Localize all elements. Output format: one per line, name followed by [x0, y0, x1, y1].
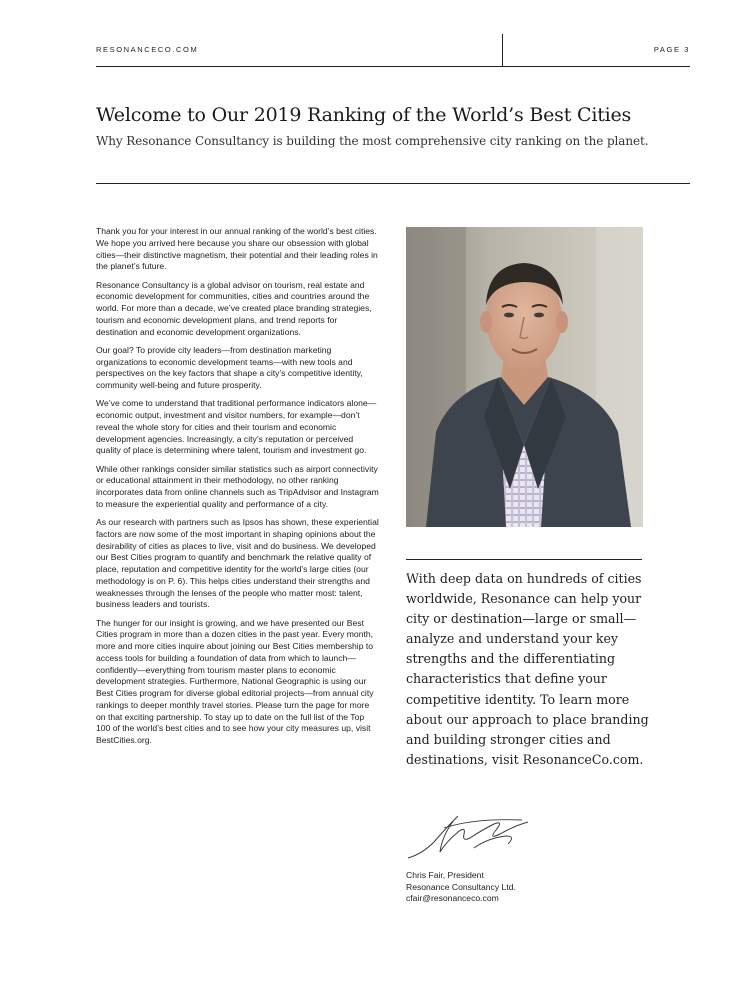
handwritten-signature: [404, 808, 536, 866]
pull-quote-line: strengths and the differentiating: [406, 651, 616, 667]
header-rule: [96, 66, 690, 67]
body-paragraph: Our goal? To provide city leaders—from destination marketing organizations to economic development teams—with new tools and perspectives on the key factors that shape a city’s competitive identity, community well-being and future prosperity.: [96, 344, 363, 390]
body-paragraph: The hunger for our insight is growing, and we have presented our Best Cities program in more than a dozen cities in the past year. Every month, more and more cities inquire about joining our Best Cities membership to access tools for building a foundation of data from which to launch—confidently—everything from tourism master plans to economic development strategies. Furthermore, National Geographic is using our Best Cities program for diverse global editorial projects—from annual city rankings to deeper monthly travel stories. Please turn the page for more on that exciting partnership. To stay up to date on the full list of the Top 100 of the world’s best cities and to see how your city measures up, visit BestCities.org.: [96, 617, 374, 745]
pull-quote-line: competitive identity. To learn more: [406, 691, 630, 707]
pull-quote-line: analyze and understand your key: [406, 631, 619, 647]
pull-quote-line: city or destination—large or small—: [406, 611, 637, 627]
signatory-email: cfair@resonanceco.com: [406, 893, 499, 903]
body-paragraph: Resonance Consultancy is a global advisor on tourism, real estate and economic development for communities, cities and countries around the world. For more than a decade, we’ve created place branding strategies, tourism and economic development plans, and trend reports for destination and economic development organizations.: [96, 279, 372, 337]
quote-rule: [406, 559, 642, 560]
page-subtitle: Why Resonance Consultancy is building the most comprehensive city ranking on the planet.: [96, 134, 649, 148]
page-title: Welcome to Our 2019 Ranking of the World’s Best Cities: [96, 104, 632, 126]
title-rule: [96, 183, 690, 184]
portrait-photo: [406, 227, 643, 527]
signatory-name-title: Chris Fair, President: [406, 870, 484, 880]
pull-quote-line: destinations, visit ResonanceCo.com.: [406, 751, 644, 767]
pull-quote-line: With deep data on hundreds of cities: [406, 571, 642, 586]
header-divider-vertical: [502, 34, 503, 66]
body-paragraph: Thank you for your interest in our annual ranking of the world’s best cities. We hope you arrived here because you share our obsession with global cities—their distinctive magnetism, their potential and their leading roles in the planet’s future.: [96, 226, 378, 272]
body-paragraph: As our research with partners such as Ipsos has shown, these experiential factors are now some of the most important in shaping opinions about the desirability of cities as places to live, visit and do business. We developed our Best Cities program to quantify and benchmark the relative quality of place, reputation and competitive identity for the world’s large cities (our methodology is on P. 6). This helps cities understand their strengths and weaknesses through the lenses of the people who matter most: talent, business leaders and tourists.: [96, 517, 379, 610]
body-paragraph: We’ve come to understand that traditional performance indicators alone—economic output, investment and visitor numbers, for example—don’t reveal the whole story for cities and their tourism and economic development agencies. Increasingly, a city’s reputation or perceived quality of place is determining where talent, tourism and investment go.: [96, 398, 377, 456]
pull-quote-line: characteristics that define your: [406, 671, 607, 687]
header-page-number: PAGE 3: [653, 45, 690, 54]
body-paragraph: While other rankings consider similar statistics such as airport connectivity or educational attainment in their methodology, no other ranking incorporates data from online channels such as TripAdvisor and Instagram to measure the experiential quality and performance of a city.: [96, 463, 379, 509]
signatory-company: Resonance Consultancy Ltd.: [406, 881, 516, 892]
pull-quote-line: worldwide, Resonance can help your: [406, 591, 642, 607]
pull-quote-line: and building stronger cities and: [406, 731, 611, 747]
header-site-name: RESONANCECO.COM: [96, 45, 199, 54]
pull-quote: [406, 569, 686, 770]
body-column: [96, 226, 380, 753]
signature-block: [406, 870, 516, 905]
pull-quote-line: about our approach to place branding: [406, 711, 649, 727]
